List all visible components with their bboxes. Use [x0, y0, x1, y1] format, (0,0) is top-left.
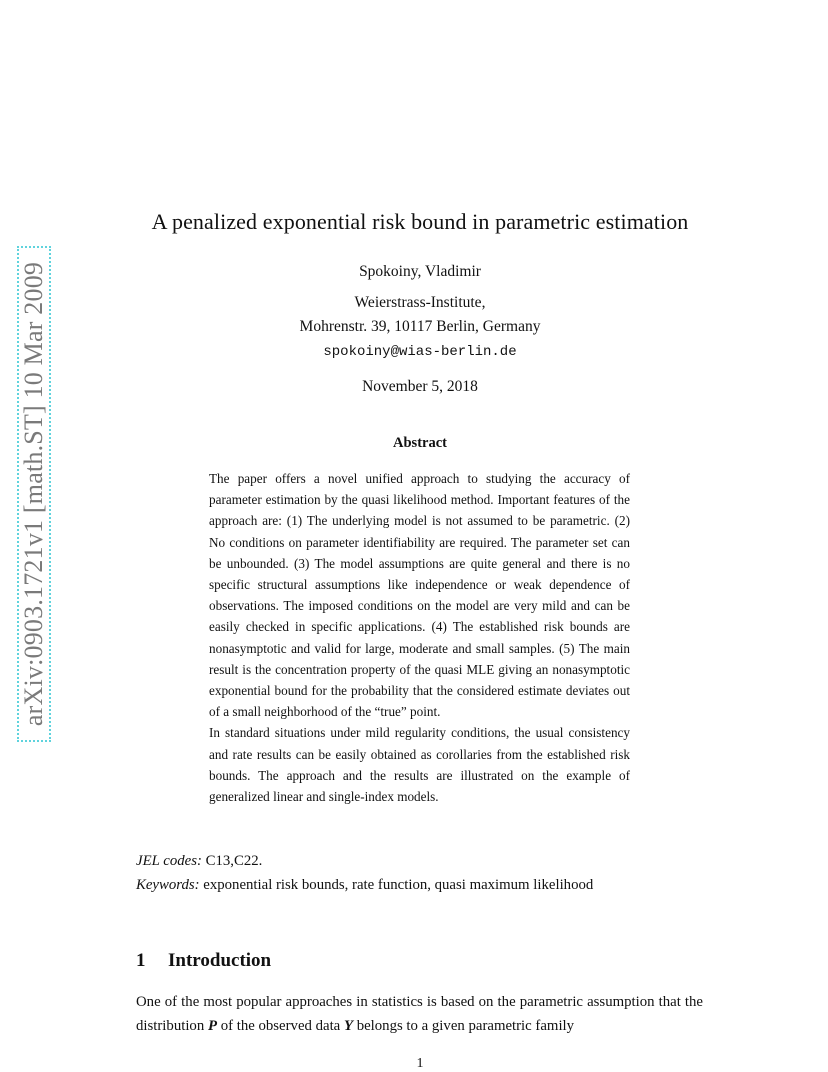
institution-line-1: Weierstrass-Institute,	[354, 294, 486, 311]
abstract-paragraph-2: In standard situations under mild regularity conditions, the usual consistency and rate results can be easily obtained as corollaries from the established risk bounds. The approach and the results are illustrated on the example of generalized linear and single-index models.	[209, 725, 630, 805]
author-email[interactable]: spokoiny@wias-berlin.de	[323, 344, 517, 360]
math-symbol-P: P	[207, 1018, 217, 1034]
section-heading	[136, 950, 271, 972]
paper-date: November 5, 2018	[362, 378, 478, 395]
keywords-label: Keywords:	[136, 877, 200, 893]
body-text-part-1: One of the most popular approaches in statistics is based on the parametric assumption that the distribution	[136, 994, 703, 1034]
page-number: 1	[416, 1056, 424, 1071]
section-number: 1	[136, 950, 146, 971]
body-text-part-3: belongs to a given parametric family	[356, 1018, 575, 1034]
abstract-paragraph-1: The paper offers a novel unified approach to studying the accuracy of parameter estimation by the quasi likelihood method. Important features of the approach are: (1) The underlying model is not assumed to be parametric. (2) No conditions on parameter identifiability are required. The parameter set can be unbounded. (3) The model assumptions are quite general and there is no specific structural assumptions like independence or weak dependence of observations. The imposed conditions on the model are very mild and can be easily checked in specific applications. (4) The established risk bounds are nonasymptotic and valid for large, moderate and small samples. (5) The main result is the concentration property of the quasi MLE giving an nonasymptotic exponential bound for the probability that the considered estimate deviates out of a small neighborhood of the “true” point.	[209, 471, 630, 720]
jel-label: JEL codes:	[136, 853, 202, 869]
abstract-body	[209, 468, 630, 807]
keywords	[136, 877, 593, 894]
section-title: Introduction	[168, 950, 272, 971]
keywords-value: exponential risk bounds, rate function, quasi maximum likelihood	[203, 877, 594, 893]
abstract-heading: Abstract	[393, 435, 447, 451]
body-text-part-2: of the observed data	[220, 1018, 341, 1034]
paper-title: A penalized exponential risk bound in parametric estimation	[151, 209, 689, 234]
institution-line-2: Mohrenstr. 39, 10117 Berlin, Germany	[299, 318, 541, 335]
author-name: Spokoiny, Vladimir	[359, 263, 481, 280]
jel-value: C13,C22.	[205, 853, 263, 869]
math-symbol-Y: Y	[343, 1018, 353, 1034]
jel-codes	[136, 853, 262, 870]
arxiv-stamp: arXiv:0903.1721v1 [math.ST] 10 Mar 2009	[19, 261, 48, 727]
intro-paragraph	[136, 990, 703, 1038]
